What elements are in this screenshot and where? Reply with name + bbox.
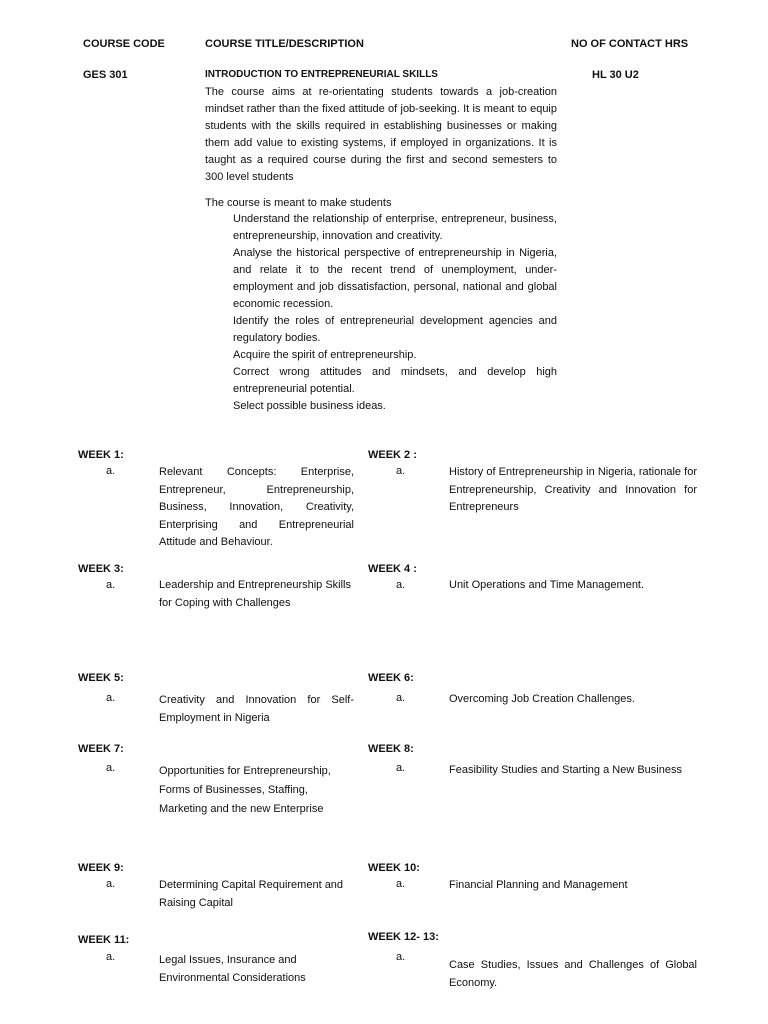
week-item-letter: a. [106, 465, 116, 477]
week-topic: Leadership and Entrepreneurship Skills for Coping with Challenges [159, 579, 352, 609]
week-topic: History of Entrepreneurship in Nigeria, rationale for Entrepreneurship, Creativity and Innovation for Entrepreneurs [449, 466, 697, 513]
objective-item: Correct wrong attitudes and mindsets, and develop high entrepreneurial potential. [233, 366, 557, 395]
week-item-letter: a. [106, 762, 116, 774]
week-item-letter: a. [106, 579, 116, 591]
week-item-letter: a. [396, 465, 406, 477]
week-label: WEEK 11: [78, 934, 130, 946]
week-topic: Creativity and Innovation for Self-Employment in Nigeria [159, 694, 354, 724]
week-topic: Opportunities for Entrepreneurship, Forms of Businesses, Staffing, Marketing and the new Enterprise [159, 765, 331, 815]
course-code: GES 301 [83, 69, 128, 81]
week-topic: Case Studies, Issues and Challenges of Global Economy. [449, 959, 697, 989]
week-label: WEEK 7: [78, 743, 124, 755]
course-code-header: COURSE CODE [83, 38, 165, 50]
contact-hours: HL 30 U2 [592, 69, 639, 81]
week-label: WEEK 1: [78, 449, 124, 461]
week-item-letter: a. [396, 878, 406, 890]
week-topic: Unit Operations and Time Management. [449, 579, 645, 591]
week-item-letter: a. [396, 692, 406, 704]
week-item-letter: a. [106, 692, 116, 704]
objective-item: Identify the roles of entrepreneurial development agencies and regulatory bodies. [233, 315, 557, 344]
week-label: WEEK 12- 13: [368, 931, 439, 943]
week-label: WEEK 9: [78, 862, 124, 874]
week-item-letter: a. [396, 951, 406, 963]
course-description: The course aims at re-orientating students towards a job-creation mindset rather than the fixed attitude of job-seeking. It is meant to equip students with the skills required in establishing businesses or making them add value to existing systems, if employed in organizations. It is taught as a required course during the first and second semesters to 300 level students [205, 86, 557, 183]
week-topic: Overcoming Job Creation Challenges. [449, 693, 635, 705]
week-label: WEEK 6: [368, 672, 414, 684]
objective-item: Analyse the historical perspective of entrepreneurship in Nigeria, and relate it to the recent trend of unemployment, under-employment and job dissatisfaction, personal, national and global economic recession. [233, 247, 557, 310]
contact-hours-header: NO OF CONTACT HRS [571, 38, 689, 50]
week-topic: Relevant Concepts: Enterprise, Entrepreneur, Entrepreneurship, Business, Innovation, Creativity, Enterprising and Entrepreneurial Attitude and Behaviour. [159, 466, 354, 548]
course-title-header: COURSE TITLE/DESCRIPTION [205, 38, 364, 50]
objective-item: Select possible business ideas. [233, 400, 386, 412]
objective-item: Understand the relationship of enterprise, entrepreneur, business, entrepreneurship, innovation and creativity. [233, 213, 557, 242]
week-label: WEEK 2 : [368, 449, 417, 461]
week-topic: Determining Capital Requirement and Raising Capital [159, 879, 344, 909]
week-item-letter: a. [106, 951, 116, 963]
week-item-letter: a. [396, 762, 406, 774]
week-label: WEEK 5: [78, 672, 124, 684]
week-label: WEEK 3: [78, 563, 124, 575]
week-item-letter: a. [106, 878, 116, 890]
week-topic: Feasibility Studies and Starting a New Business [449, 764, 682, 776]
objectives-list [233, 211, 557, 415]
week-topic: Legal Issues, Insurance and Environmental Considerations [159, 954, 306, 984]
objective-item: Acquire the spirit of entrepreneurship. [233, 349, 417, 361]
course-title: INTRODUCTION TO ENTREPRENEURIAL SKILLS [205, 69, 438, 80]
week-label: WEEK 4 : [368, 563, 417, 575]
week-label: WEEK 10: [368, 862, 420, 874]
week-topic: Financial Planning and Management [449, 879, 628, 891]
objectives-intro: The course is meant to make students [205, 197, 392, 209]
week-item-letter: a. [396, 579, 406, 591]
week-label: WEEK 8: [368, 743, 414, 755]
